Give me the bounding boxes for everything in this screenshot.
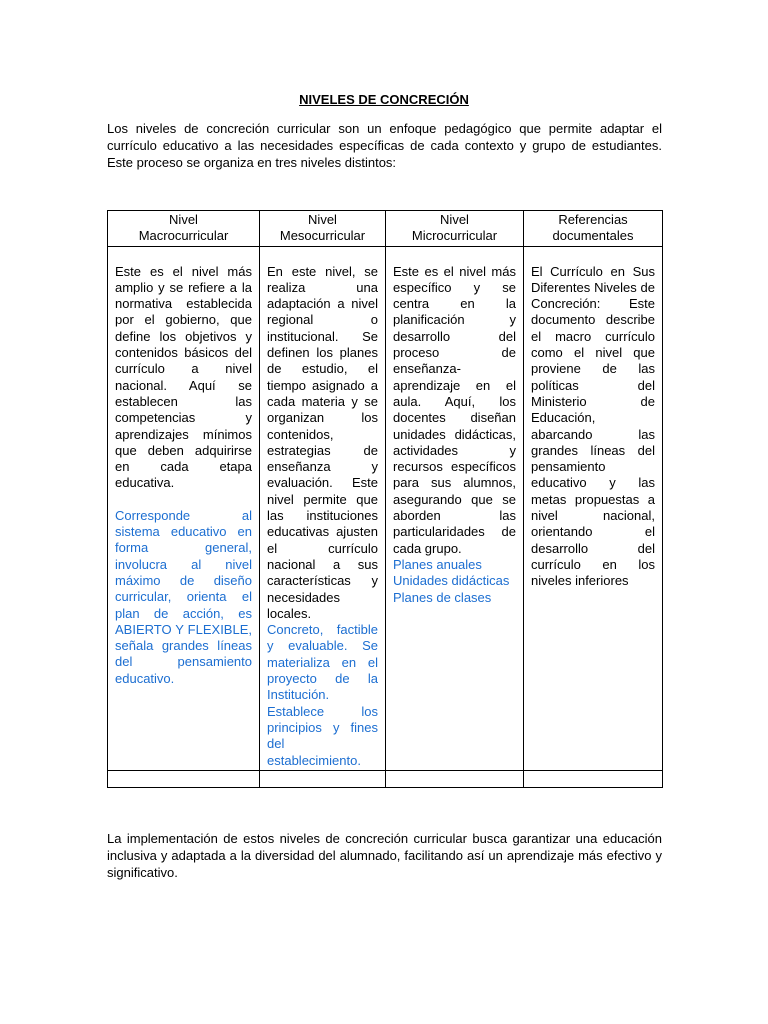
header-macrocurricular <box>108 211 260 247</box>
table-header-row <box>108 211 663 247</box>
empty-cell <box>524 770 663 787</box>
header-line: Nivel <box>440 212 469 227</box>
meso-note: Concreto, factible y evaluable. Se materializa en el proyecto de la Institución. Establece los principios y fines del establecimiento. <box>267 622 378 768</box>
micro-note-planes-clases: Planes de clases <box>393 589 492 605</box>
refs-cell <box>524 246 663 770</box>
micro-note-unidades: Unidades didácticas <box>393 573 510 589</box>
micro-cell <box>386 246 524 770</box>
header-line: Macrocurricular <box>138 228 229 244</box>
levels-table <box>107 210 663 788</box>
header-line: Microcurricular <box>411 228 498 244</box>
intro-paragraph: Los niveles de concreción curricular son un enfoque pedagógico que permite adaptar el currículo educativo a las necesidades específicas de cada contexto y grupo de estudiantes. Este proceso se organiza en tres niveles distintos: <box>107 121 662 170</box>
refs-description: El Currículo en Sus Diferentes Niveles de Concreción: Este documento describe el macro currículo como el nivel que proviene de las políticas del Ministerio de Educación, abarcando las grandes líneas del pensamiento educativo y las metas propuestas a nivel nacional, orientando el desarrollo del currículo en los niveles inferiores <box>531 263 655 589</box>
empty-cell <box>108 770 260 787</box>
header-line: Nivel <box>308 212 337 227</box>
empty-cell <box>260 770 386 787</box>
header-microcurricular <box>386 211 524 247</box>
header-line: documentales <box>552 228 634 244</box>
conclusion-paragraph: La implementación de estos niveles de concreción curricular busca garantizar una educación inclusiva y adaptada a la diversidad del alumnado, facilitando así un aprendizaje más efectivo y significativo. <box>107 831 662 880</box>
header-line: Nivel <box>169 212 198 227</box>
micro-note-planes-anuales: Planes anuales <box>393 556 482 572</box>
empty-cell <box>386 770 524 787</box>
page-title: NIVELES DE CONCRECIÓN <box>299 92 469 107</box>
meso-description: En este nivel, se realiza una adaptación a nivel regional o institucional. Se definen los planes de estudio, el tiempo asignado a cada materia y se organizan los contenidos, estrategias de enseñanza y evaluación. Este nivel permite que las instituciones educativas ajusten el currículo nacional a sus características y necesidades locales. <box>267 263 378 621</box>
macro-note: Corresponde al sistema educativo en forma general, involucra al nivel máximo de diseño curricular, orienta el plan de acción, es ABIERTO Y FLEXIBLE, señala grandes líneas del pensamiento educativo. <box>115 507 252 686</box>
header-line: Mesocurricular <box>279 228 366 244</box>
table-row-empty <box>108 770 663 787</box>
meso-cell <box>260 246 386 770</box>
header-line: Referencias <box>558 212 628 227</box>
table-row <box>108 246 663 770</box>
macro-cell <box>108 246 260 770</box>
macro-description: Este es el nivel más amplio y se refiere a la normativa establecida por el gobierno, que define los objetivos y contenidos básicos del currículo a nivel nacional. Aquí se establecen las competencias y aprendizajes mínimos que deben adquirirse en cada etapa educativa. <box>115 263 252 491</box>
micro-description: Este es el nivel más específico y se centra en la planificación y desarrollo del proceso de enseñanza-aprendizaje en el aula. Aquí, los docentes diseñan unidades didácticas, actividades y recursos específicos para sus alumnos, asegurando que se aborden las particularidades de cada grupo. <box>393 263 516 556</box>
header-mesocurricular <box>260 211 386 247</box>
header-referencias <box>524 211 663 247</box>
